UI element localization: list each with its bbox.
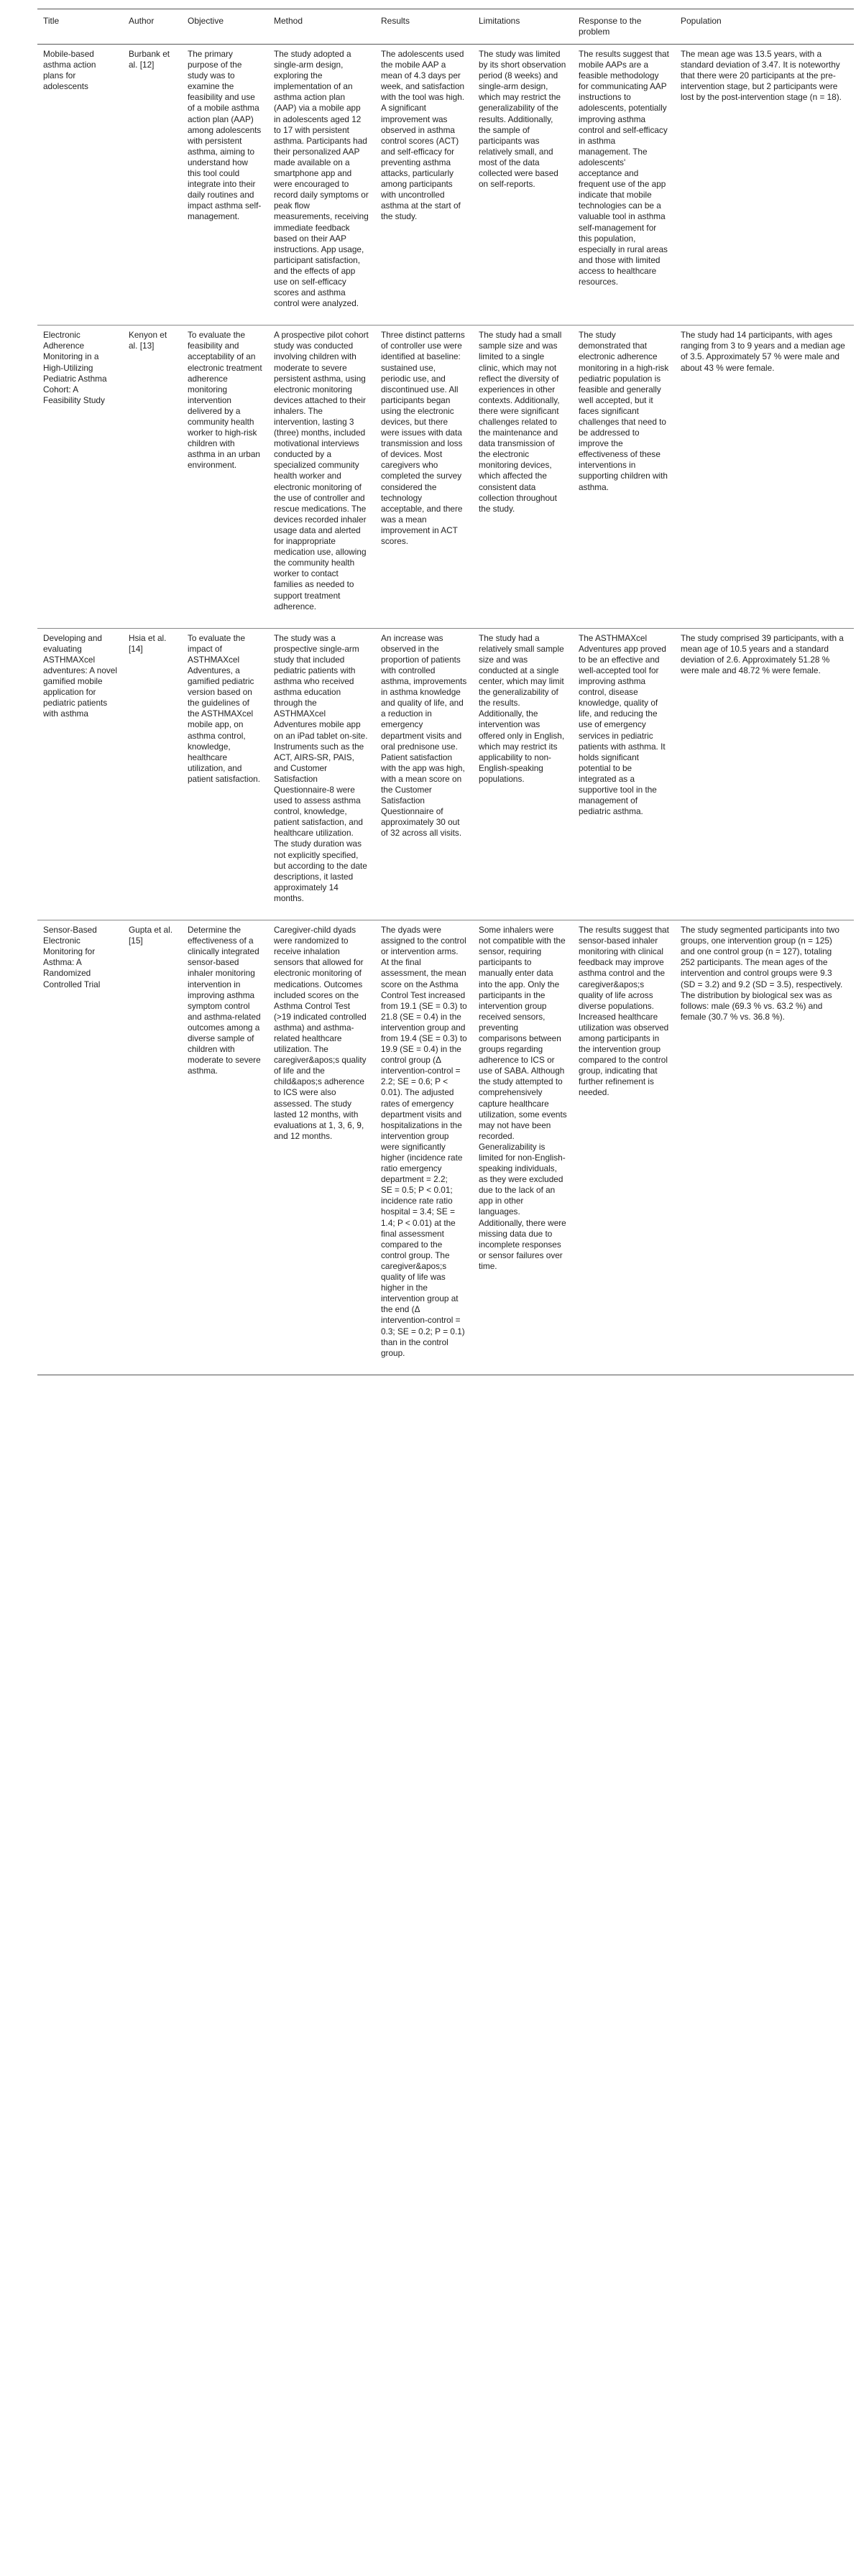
cell-response: The results suggest that sensor-based inhaler monitoring with clinical feedback may improve asthma control and the caregiver&apos;s quality of life across diverse populations. Increased healthcare utilization was observed among participants in the intervention group compared to the control group, indicating that further refinement is needed.	[573, 920, 675, 1375]
cell-objective: The primary purpose of the study was to examine the feasibility and use of a mobile asthma action plan (AAP) among adolescents with persistent asthma, aiming to understand how this tool could integrate into their daily routines and impact asthma self-management.	[182, 45, 268, 326]
cell-results: An increase was observed in the proportion of patients with controlled asthma, improvements in asthma knowledge and quality of life, and a reduction in emergency department visits and oral prednisone use. Patient satisfaction with the app was high, with a mean score on the Customer Satisfaction Questionnaire of approximately 30 out of 32 across all visits.	[375, 628, 473, 920]
cell-method: The study adopted a single-arm design, exploring the implementation of an asthma action plan (AAP) via a mobile app in adolescents aged 12 to 17 with persistent asthma. Participants had their personalized AAP made available on a smartphone app and were encouraged to record daily symptoms or peak flow measurements, receiving immediate feedback based on their AAP instructions. App usage, participant satisfaction, and the effects of app use on self-efficacy scores and asthma control were analyzed.	[268, 45, 375, 326]
column-header-response: Response to the problem	[573, 9, 675, 45]
table-row	[37, 920, 854, 1375]
table-row	[37, 628, 854, 920]
cell-population: The study segmented participants into two groups, one intervention group (n = 125) and one control group (n = 127), totaling 252 participants. The mean ages of the intervention and control groups were 9.3 (SD = 3.2) and 9.2 (SD = 3.5), respectively. The distribution by biological sex was as follows: male (69.3 % vs. 63.2 %) and female (30.7 % vs. 36.8 %).	[675, 920, 854, 1375]
table-row	[37, 45, 854, 326]
cell-objective: To evaluate the impact of ASTHMAXcel Adventures, a gamified pediatric version based on the guidelines of the ASTHMAXcel mobile app, on asthma control, knowledge, healthcare utilization, and patient satisfaction.	[182, 628, 268, 920]
column-header-title: Title	[37, 9, 123, 45]
cell-limitations: The study had a relatively small sample size and was conducted at a single center, which may limit the generalizability of the results. Additionally, the intervention was offered only in English, which may restrict its applicability to non-English-speaking populations.	[473, 628, 573, 920]
column-header-results: Results	[375, 9, 473, 45]
column-header-method: Method	[268, 9, 375, 45]
cell-author: Gupta et al. [15]	[123, 920, 182, 1375]
cell-objective: To evaluate the feasibility and acceptability of an electronic treatment adherence monitoring intervention delivered by a community health worker to high-risk children with asthma in an urban environment.	[182, 326, 268, 628]
cell-title: Sensor-Based Electronic Monitoring for Asthma: A Randomized Controlled Trial	[37, 920, 123, 1375]
cell-author: Hsia et al. [14]	[123, 628, 182, 920]
column-header-population: Population	[675, 9, 854, 45]
cell-response: The ASTHMAXcel Adventures app proved to be an effective and well-accepted tool for improving asthma control, disease knowledge, quality of life, and reducing the use of emergency services in pediatric patients with asthma. It holds significant potential to be integrated as a supportive tool in the management of pediatric asthma.	[573, 628, 675, 920]
cell-results: Three distinct patterns of controller use were identified at baseline: sustained use, periodic use, and discontinued use. All participants began using the electronic devices, but there were issues with data transmission and loss of devices. Most caregivers who completed the survey considered the technology acceptable, and there was a mean improvement in ACT scores.	[375, 326, 473, 628]
cell-response: The study demonstrated that electronic adherence monitoring in a high-risk pediatric population is feasible and generally well accepted, but it faces significant challenges that need to be addressed to improve the effectiveness of these interventions in supporting children with asthma.	[573, 326, 675, 628]
cell-population: The study had 14 participants, with ages ranging from 3 to 9 years and a median age of 3.5. Approximately 57 % were male and about 43 % were female.	[675, 326, 854, 628]
cell-method: A prospective pilot cohort study was conducted involving children with moderate to severe persistent asthma, using electronic monitoring devices attached to their inhalers. The intervention, lasting 3 (three) months, included motivational interviews conducted by a specialized community health worker and electronic monitoring of the use of controller and rescue medications. The devices recorded inhaler usage data and alerted for inappropriate medication use, allowing the community health worker to contact families as needed to support treatment adherence.	[268, 326, 375, 628]
cell-author: Kenyon et al. [13]	[123, 326, 182, 628]
cell-title: Electronic Adherence Monitoring in a High-Utilizing Pediatric Asthma Cohort: A Feasibility Study	[37, 326, 123, 628]
header-row	[37, 9, 854, 45]
cell-title: Mobile-based asthma action plans for adolescents	[37, 45, 123, 326]
cell-limitations: The study had a small sample size and was limited to a single clinic, which may not reflect the diversity of experiences in other contexts. Additionally, there were significant challenges related to the maintenance and data transmission of the electronic monitoring devices, which affected the consistent data collection throughout the study.	[473, 326, 573, 628]
cell-limitations: Some inhalers were not compatible with the sensor, requiring participants to manually enter data into the app. Only the participants in the intervention group received sensors, preventing comparisons between groups regarding adherence to ICS or use of SABA. Although the study attempted to comprehensively capture healthcare utilization, some events may not have been recorded. Generalizability is limited for non-English-speaking individuals, as they were excluded due to the lack of an app in other languages. Additionally, there were missing data due to incomplete responses or sensor failures over time.	[473, 920, 573, 1375]
cell-results: The dyads were assigned to the control or intervention arms. At the final assessment, the mean score on the Asthma Control Test increased from 19.1 (SE = 0.3) to 21.8 (SE = 0.4) in the intervention group and from 19.4 (SE = 0.3) to 19.9 (SE = 0.4) in the control group (Δ intervention-control = 2.2; SE = 0.6; P < 0.01). The adjusted rates of emergency department visits and hospitalizations in the intervention group were significantly higher (incidence rate ratio emergency department = 2.2; SE = 0.5; P < 0.01; incidence rate ratio hospital = 3.4; SE = 1.4; P < 0.01) at the final assessment compared to the control group. The caregiver&apos;s quality of life was higher in the intervention group at the end (Δ intervention-control = 0.3; SE = 0.2; P = 0.1) than in the control group.	[375, 920, 473, 1375]
column-header-limitations: Limitations	[473, 9, 573, 45]
cell-response: The results suggest that mobile AAPs are a feasible methodology for communicating AAP instructions to adolescents, potentially improving asthma control and self-efficacy in asthma management. The adolescents' acceptance and frequent use of the app indicate that mobile technologies can be a valuable tool in asthma self-management for this population, especially in rural areas and those with limited access to healthcare resources.	[573, 45, 675, 326]
cell-population: The study comprised 39 participants, with a mean age of 10.5 years and a standard deviation of 2.6. Approximately 51.28 % were male and 48.72 % were female.	[675, 628, 854, 920]
cell-population: The mean age was 13.5 years, with a standard deviation of 3.47. It is noteworthy that there were 20 participants at the pre-intervention stage, but 2 participants were lost by the post-intervention stage (n = 18).	[675, 45, 854, 326]
cell-method: The study was a prospective single-arm study that included pediatric patients with asthma who received asthma education through the ASTHMAXcel Adventures mobile app on an iPad tablet on-site. Instruments such as the ACT, AIRS-SR, PAIS, and Customer Satisfaction Questionnaire-8 were used to assess asthma control, knowledge, patient satisfaction, and healthcare utilization. The study duration was not explicitly specified, but according to the date descriptions, it lasted approximately 14 months.	[268, 628, 375, 920]
cell-limitations: The study was limited by its short observation period (8 weeks) and single-arm design, which may restrict the generalizability of the results. Additionally, the sample of participants was relatively small, and most of the data collected were based on self-reports.	[473, 45, 573, 326]
studies-table	[37, 9, 854, 1375]
column-header-author: Author	[123, 9, 182, 45]
column-header-objective: Objective	[182, 9, 268, 45]
cell-author: Burbank et al. [12]	[123, 45, 182, 326]
cell-title: Developing and evaluating ASTHMAXcel adventures: A novel gamified mobile application for pediatric patients with asthma	[37, 628, 123, 920]
table-row	[37, 326, 854, 628]
cell-results: The adolescents used the mobile AAP a mean of 4.3 days per week, and satisfaction with the tool was high. A significant improvement was observed in asthma control scores (ACT) and self-efficacy for preventing asthma attacks, particularly among participants with uncontrolled asthma at the start of the study.	[375, 45, 473, 326]
cell-method: Caregiver-child dyads were randomized to receive inhalation sensors that allowed for electronic monitoring of medications. Outcomes included scores on the Asthma Control Test (>19 indicated controlled asthma) and asthma-related healthcare utilization. The caregiver&apos;s quality of life and the child&apos;s adherence to ICS were also assessed. The study lasted 12 months, with evaluations at 1, 3, 6, 9, and 12 months.	[268, 920, 375, 1375]
cell-objective: Determine the effectiveness of a clinically integrated sensor-based inhaler monitoring intervention in improving asthma symptom control and asthma-related outcomes among a diverse sample of children with moderate to severe asthma.	[182, 920, 268, 1375]
